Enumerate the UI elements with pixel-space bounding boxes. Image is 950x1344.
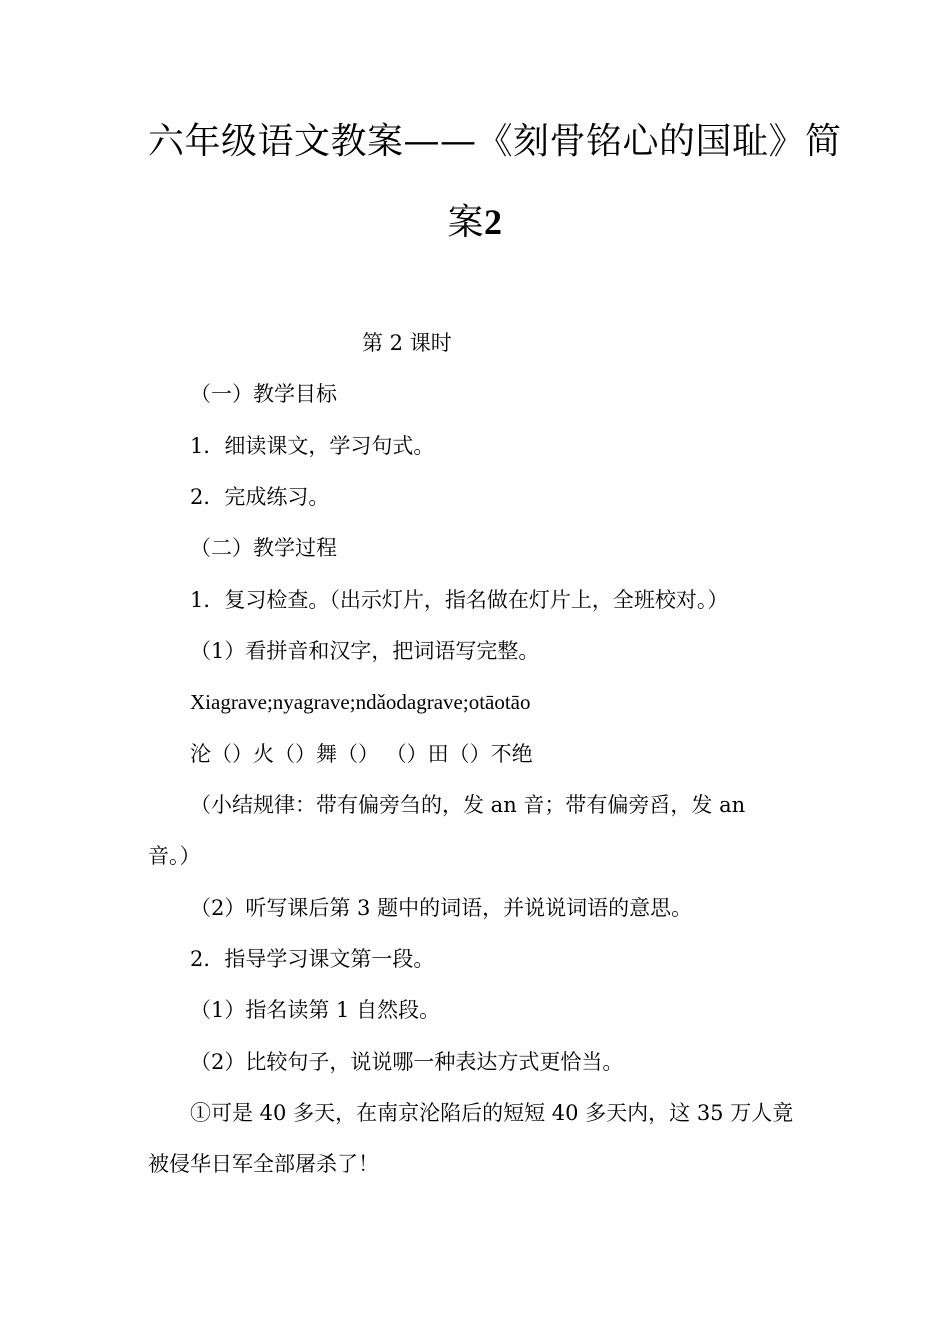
process-step-1-sub-1: （1）看拼音和汉字，把词语写完整。	[190, 639, 540, 663]
title-line2-number: 2	[484, 202, 503, 242]
pinyin-line: Xiagrave;nyagrave;ndǎodagrave;otāotāo	[190, 690, 531, 714]
document-title-line2	[148, 204, 802, 241]
summary-line-1: （小结规律：带有偏旁刍的，发 an 音；带有偏旁舀，发 an	[190, 793, 746, 817]
summary-line-2: 音。）	[148, 844, 201, 868]
lesson-label: 第 2 课时	[362, 331, 452, 355]
process-step-2-sub-2: （2）比较句子，说说哪一种表达方式更恰当。	[190, 1050, 624, 1074]
fill-blank-line: 沦（）火（）舞（） （）田（）不绝	[190, 742, 533, 766]
document-title-line1: 六年级语文教案——《刻骨铭心的国耻》简	[148, 121, 842, 162]
title-line2-text: 案	[447, 202, 484, 243]
process-step-2: 2．指导学习课文第一段。	[190, 947, 435, 971]
goal-item-2: 2．完成练习。	[190, 485, 330, 509]
process-step-2-sub-1: （1）指名读第 1 自然段。	[190, 998, 441, 1022]
process-step-1: 1．复习检查。（出示灯片，指名做在灯片上，全班校对。）	[190, 588, 729, 612]
process-step-1-sub-2: （2）听写课后第 3 题中的词语，并说说词语的意思。	[190, 896, 693, 920]
section-heading-process: （二）教学过程	[190, 536, 337, 560]
section-heading-goals: （一）教学目标	[190, 382, 337, 406]
example-sentence-1-line-1: ①可是 40 多天，在南京沦陷后的短短 40 多天内，这 35 万人竟	[190, 1101, 794, 1125]
goal-item-1: 1．细读课文，学习句式。	[190, 434, 435, 458]
example-sentence-1-line-2: 被侵华日军全部屠杀了！	[148, 1152, 379, 1176]
